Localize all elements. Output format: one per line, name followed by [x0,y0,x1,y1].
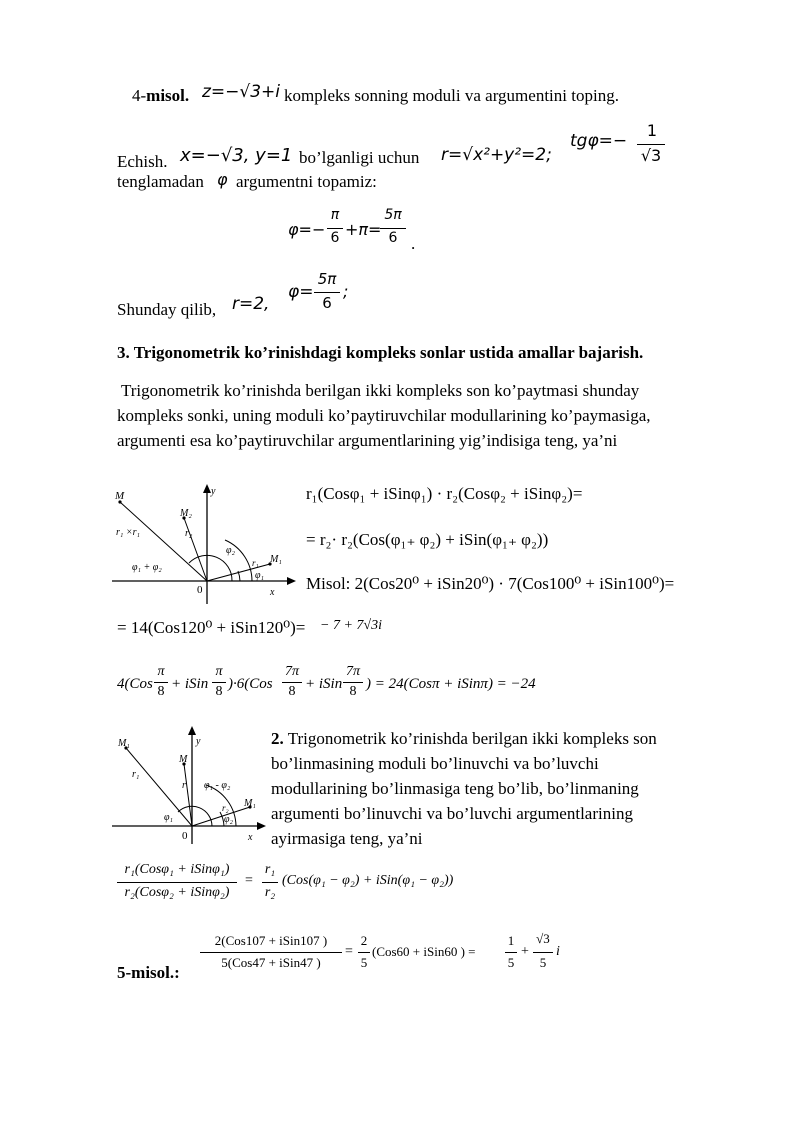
example2-f1-num: π [157,664,165,679]
section3-para-line: kompleks sonki, uning moduli ko’paytiruvchilar modullarining ko’paymasiga, [117,406,651,425]
division-paragraph [271,726,657,851]
product-example-result: = 14(Cos120⁰ + iSin120⁰)= [117,618,306,637]
example4-expression: z=−√3+i [202,82,281,102]
conclude-r: r=2, [232,294,270,314]
example5-eq1: = [345,944,353,959]
example2-f4-den: 8 [349,684,357,699]
example5-i: i [556,944,560,959]
diagram2-phi1: φ₁ [164,812,174,823]
diagram2-M1: M₁ [244,798,256,809]
conclude-phi-left: φ= [288,282,314,302]
section3-heading: 3. Trigonometrik ko’rinishdagi kompleks sonlar ustida amallar bajarish. [117,343,644,362]
example2-isin: + iSin [171,676,209,692]
solution-line2-b: argumentni topamiz: [236,172,377,191]
example5-f2-den: 5 [507,955,515,970]
diagram2-r1: r₁ [132,769,140,780]
example2-isin2: + iSin [305,676,343,692]
product-formula-line1: r₁(Cosφ₁ + iSinφ₁) · r₂(Cosφ₂ + iSinφ₂)= [306,484,583,503]
phi-eq-dot: . [411,234,416,253]
example2-f4-bar [343,682,363,683]
solution-tg-bar [637,144,665,145]
example5-plus: + [521,944,529,959]
conclude-phi-bar [314,292,340,293]
example2-f4-num: 7π [345,664,360,679]
example5-f3-num: √3 [536,931,550,946]
diagram1-O: 0 [197,584,203,596]
diagram1-r1r2: r₁ ×r₁ [116,527,140,538]
example5-mid: (Cos60 + iSin60 ) = [372,944,476,959]
division-para-line: argumenti bo’linuvchi va bo’luvchi argumentlarining [271,804,633,823]
example2-f2-bar [212,682,226,683]
diagram1-M2: M₂ [180,508,192,519]
example4-label: 4-misol. [132,86,190,105]
diagram2-r: r [182,780,186,791]
example5-bar [200,952,342,953]
division-diagram [112,722,272,847]
example5-f-den: 5 [360,955,368,970]
solution-line2-a: tenglamadan [117,172,204,191]
division-rhs: (Cos(φ₁ − φ₂) + iSin(φ₁ − φ₂)) [282,873,454,888]
example2-f3-den: 8 [288,684,296,699]
example5-f-num: 2 [360,933,368,948]
diagram1-x: x [270,587,275,598]
multiplication-diagram [112,480,302,610]
example2-f2-den: 8 [215,684,223,699]
solution-tg-num: 1 [646,121,658,140]
diagram2-M: M [179,754,188,765]
product-example-value: − 7 + 7√3i [320,618,382,633]
phi-eq-mid: +π= [345,220,382,239]
solution-tg-den: √3 [640,146,662,165]
example5-f2-num: 1 [507,933,515,948]
phi-frac2-den: 6 [388,230,398,246]
conclude-phi-den: 6 [322,294,332,312]
division-frac-den: r₂(Cosφ₂ + iSinφ₂) [124,885,230,900]
example5-den: 5(Cos47 + iSin47 ) [221,955,321,970]
solution-r-expression: r=√x²+y²=2; [441,145,552,165]
phi-frac1-num: π [330,207,340,223]
diagram1-phi1: φ₁ [255,570,265,581]
diagram1-r2: r₂ [185,528,193,539]
example2-left: 4(Cos [117,676,153,692]
diagram1-r1: r₁ [252,558,259,568]
conclude-phi-num: 5π [317,270,337,288]
division-r-num: r₁ [264,862,276,877]
division-para-line [271,726,657,751]
section3-para-line: Trigonometrik ko’rinishda berilgan ikki kompleks son ko’paytmasi shunday [117,381,640,400]
diagram2-O: 0 [182,830,188,842]
section3-paragraph [117,378,651,453]
phi-frac2-num: 5π [384,207,402,223]
diagram2-x: x [248,832,253,843]
diagram1-M: M [115,490,125,502]
solution-tg-left: tgφ=− [570,131,628,151]
phi-frac1-bar [327,228,343,229]
division-r-den: r₂ [264,885,276,900]
diagram1-M1: M₁ [270,554,282,565]
example4-text: kompleks sonning moduli va argumentini toping. [284,86,619,105]
product-example: Misol: 2(Cos20⁰ + iSin20⁰) · 7(Cos100⁰ + iSin100⁰)= [306,574,675,593]
example2-f1-den: 8 [157,684,165,699]
example5-f2-bar [505,952,517,953]
product-formula-line2: = r₂· r₂(Cos(φ₁₊ φ₂) + iSin(φ₁₊ φ₂)) [306,530,549,549]
example5-f3-den: 5 [539,955,547,970]
example2-mid: )·6(Cos [228,676,273,692]
conclude-semicolon: ; [343,282,349,301]
example2-f1-bar [154,682,168,683]
example2-f3-bar [282,682,302,683]
diagram1-phisum: φ₁ + φ₂ [132,562,162,573]
division-para-line: ayirmasiga teng, ya’ni [271,829,423,848]
example5-f-bar [358,952,370,953]
example2-f3-num: 7π [284,664,299,679]
phi-frac1-den: 6 [330,230,340,246]
section3-para-line: argumenti esa ko’paytiruvchilar argumentlarining yig’indisiga teng, ya’ni [117,431,618,450]
solution-echish: Echish. [117,152,168,171]
solution-phi-symbol: φ [217,170,228,189]
division-number: 2. [271,729,284,748]
conclude-text: Shunday qilib, [117,300,217,319]
diagram2-phidiff: φ₁ - φ₂ [204,780,231,791]
example5-label: 5-misol.: [117,963,180,982]
division-eq: = [245,873,253,888]
division-para-line: modullarining bo’linmasiga teng bo’lib, bo’linmaning [271,779,639,798]
division-frac-num: r₁(Cosφ₁ + iSinφ₁) [124,862,230,877]
example5-num: 2(Cos107 + iSin107 ) [214,933,328,948]
diagram2-M1-top: M₁ [118,738,130,749]
diagram2-y: y [196,736,201,747]
diagram2-phi2: φ₂ [224,814,234,825]
division-para-line: bo’linmasining moduli bo’linuvchi va bo’luvchi [271,754,599,773]
division-para-text: Trigonometrik ko’rinishda berilgan ikki kompleks son [287,729,657,748]
diagram2-r2: r₂ [222,803,229,813]
example2-f2-num: π [215,664,223,679]
solution-xy: x=−√3, y=1 [180,145,293,166]
phi-frac2-bar [380,228,406,229]
example2-right: ) = 24(Cosπ + iSinπ) = −24 [366,676,536,692]
diagram1-y: y [211,486,216,497]
division-r-bar [262,882,278,883]
solution-mid-text: bo’lganligi uchun [299,148,420,167]
diagram1-phi2: φ₂ [226,545,236,556]
phi-eq-left: φ=− [288,220,326,239]
example5-f3-bar [533,952,553,953]
division-frac-bar [117,882,237,883]
